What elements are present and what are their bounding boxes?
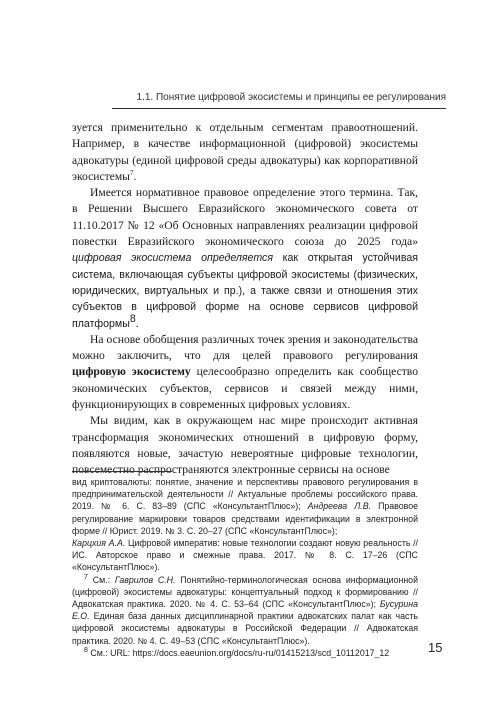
paragraph-2: Имеется нормативное правовое определение этого термина. Так, в Решении Высшего Евразийского экономического совета от 11.10.2017 № 12 «Об Основных направлениях реализации цифровой повестки Евразийского экономического союза до 2025 года» цифровая экосистема определяется как открытая устойчивая система, включающая субъекты цифровой экосистемы (физических, юридических, виртуальных и пр.), а также связи и отношения этих субъектов в цифровой форме на основе сервисов цифровой платформы$^8$. [72,186,418,330]
footnote-7-author-2: Бусурина Е.О. [72,599,418,622]
footnote-8-link[interactable]: См.: URL: https://docs.eaeunion.org/docs/ru-ru/01415213/scd_10112017_12 [90,647,390,658]
footnote-7-text-c: Единая база данных дисциплинарной практики адвокатских палат как часть цифровой экосистемы адвокатуры в Российской Федерации // Адвокатская практика. 2020. № 4. С. 49–53 (СПС «КонсультантПлюс»). [72,611,418,646]
footnote-continued-text-c: Цифровой императив: новые технологии создают новую реальность // ИС. Авторское право и смежные права. 2017. № 8. С. 17–26 (СПС «КонсультантПлюс»). [72,538,418,573]
footnote-rule [72,471,172,472]
paragraph-4 [72,413,418,478]
footnote-7-author-1: Гаврилов С.Н. [114,574,176,585]
paragraph-3-text-b: целесообразно определить как сообщество экономических субъектов, сервисов и связей между ними, функционирующих в современных цифровых условиях. [72,365,418,412]
footnotes [72,476,418,659]
paragraph-3 [72,332,418,413]
paragraph-3-text-a: На основе обобщения различных точек зрения и законодательства можно заключить, что для целей правового регулирования [72,332,418,363]
footnote-ref-8[interactable]: 8 [129,312,136,325]
footnote-8 [72,647,418,659]
footnote-continued-text-a: вид криптовалюты: понятие, значение и перспективы правового регулирования в предпринимательской деятельности // Актуальные проблемы российского права. 2019. № 6. С. 83–89 (СПС «КонсультантПлюс»); [72,477,418,512]
footnote-7-number: 7 [84,573,88,581]
footnote-continued [72,476,418,574]
header-rule [112,108,446,109]
paragraph-1: зуется применительно к отдельным сегментам правоотношений. Например, в качестве информационной (цифровой) экосистемы адвокатуры (единой цифровой среды адвокатуры) как корпоративной экосистемы$^7$. [72,121,418,183]
footnote-8-number: 8 [84,646,88,654]
footnote-7-text-a: См.: [92,574,111,585]
footnote-7 [72,574,418,647]
paragraph-2-emphasis: цифровая экосистема определяется [72,252,273,265]
footnote-continued-text-b: Правовое регулирование маркировки товаров средствами идентификации в электронной форме // Юрист. 2019. № 3. С. 20–27 (СПС «КонсультантПлюс»); [72,501,418,536]
paragraph-1-text: зуется применительно к отдельным сегментам правоотношений. Например, в качестве информационной (цифровой) экосистемы адвокатуры (единой цифровой среды адвокатуры) как корпоративной экосистемы [72,121,418,183]
paragraph-4-text: Мы видим, как в окружающем нас мире происходит активная трансформация экономических отношений в цифровую форму, появляются новые, зачастую невероятные цифровые технологии, повсеместно распространяются электронные сервисы на основе [72,414,418,477]
paragraph-2-text-b: как открытая устойчивая система, включающая субъекты цифровой экосистемы (физических, юридических, виртуальных и пр.), а также связи и отношения этих субъектов в цифровой форме на основе сервисов цифровой платформы [72,252,418,330]
footnote-author-1: Андреева Л.В. [307,501,372,512]
footnote-ref-7[interactable]: 7 [129,169,134,178]
page-number: 15 [428,640,443,655]
running-header: 1.1. Понятие цифровой экосистемы и принципы ее регулирования [136,92,446,103]
paragraph-3-bold-term: цифровую экосистему [72,365,191,379]
footnote-7-text-b: Понятийно-терминологическая основа информационной (цифровой) экосистемы адвокатуры: концептуальный подход к формированию // Адвокатская практика. 2020. № 4. С. 53–64 (СПС «КонсультантПлюс»); [72,574,418,610]
main-text [72,120,418,479]
footnote-author-2: Карцхия А.А. [72,538,126,549]
paragraph-2-text-a: Имеется нормативное правовое определение этого термина. Так, в Решении Высшего Евразийского экономического совета от 11.10.2017 № 12 «Об Основных направлениях реализации цифровой повестки Евразийского экономического союза до 2025 года» [72,186,418,249]
